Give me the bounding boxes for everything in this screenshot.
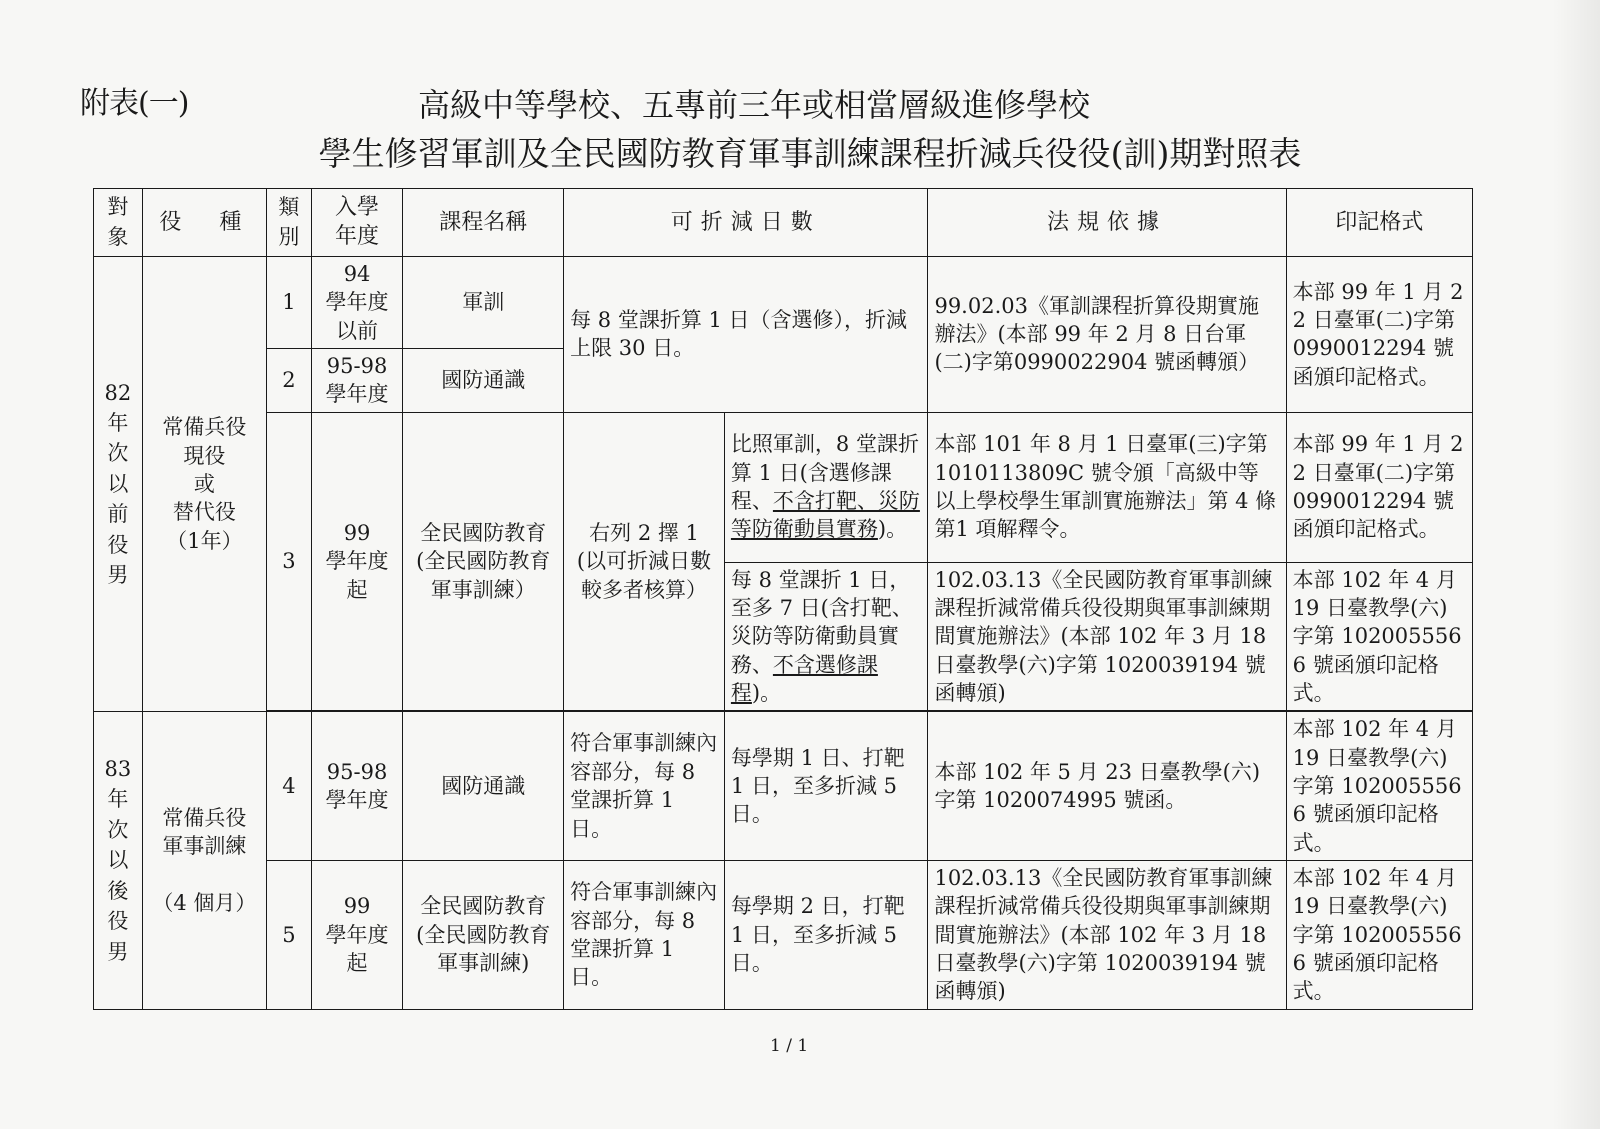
header-stamp-format: 印記格式 bbox=[1286, 189, 1472, 257]
header-course-name: 課程名稱 bbox=[403, 189, 564, 257]
course-name: 全民國防教育 (全民國防教育 軍事訓練） bbox=[403, 412, 564, 711]
enroll-year: 95-98 學年度 bbox=[311, 712, 403, 861]
training-condition: 符合軍事訓練內容部分，每 8 堂課折算 1 日。 bbox=[564, 861, 725, 1010]
legal-basis: 本部 101 年 8 月 1 日臺軍(三)字第1010113809C 號令頒「高級中等以上學校學生軍訓實施辦法」第 4 條第1 項解釋令。 bbox=[928, 412, 1286, 562]
service-group1: 常備兵役 現役 或 替代役 （1年） bbox=[142, 256, 266, 711]
stamp-format: 本部 99 年 1 月 22 日臺軍(二)字第0990012294 號函頒印記格式。 bbox=[1286, 256, 1472, 412]
option-a-days: 比照軍訓，8 堂課折算 1 日(含選修課程、不含打靶、災防等防衛動員實務)。 bbox=[724, 412, 928, 562]
target-group1: 82 年 次 以 前 役 男 bbox=[94, 256, 143, 711]
legal-basis: 本部 102 年 5 月 23 日臺教學(六)字第 1020074995 號函。 bbox=[928, 712, 1286, 861]
page-edge-shadow bbox=[1552, 0, 1600, 1129]
stamp-format: 本部 102 年 4 月 19 日臺教學(六)字第 1020055566 號函頒印記格式。 bbox=[1286, 562, 1472, 711]
page-number: 1 / 1 bbox=[770, 1036, 809, 1056]
course-name: 國防通識 bbox=[403, 712, 564, 861]
course-name: 全民國防教育 (全民國防教育 軍事訓練) bbox=[403, 861, 564, 1010]
reducible-days: 每 8 堂課折算 1 日（含選修），折減上限 30 日。 bbox=[564, 256, 928, 412]
reducible-days: 每學期 2 日，打靶 1 日，至多折減 5 日。 bbox=[724, 861, 928, 1010]
table-row bbox=[94, 712, 1473, 861]
category-no: 2 bbox=[267, 348, 312, 412]
category-no: 5 bbox=[267, 861, 312, 1010]
header-target: 對 象 bbox=[94, 189, 143, 257]
stamp-format: 本部 102 年 4 月 19 日臺教學(六)字第 1020055566 號函頒印記格式。 bbox=[1286, 712, 1472, 861]
attachment-label: 附表(一) bbox=[80, 86, 189, 121]
target-group2: 83 年 次 以 後 役 男 bbox=[94, 712, 143, 1009]
reduction-table bbox=[93, 188, 1473, 1010]
header-reducible-days: 可折減日數 bbox=[564, 189, 928, 257]
option-b-days: 每 8 堂課折 1 日，至多 7 日(含打靶、災防等防衛動員實務、不含選修課程)。 bbox=[724, 562, 928, 711]
table-header-row bbox=[94, 189, 1473, 257]
enroll-year: 95-98 學年度 bbox=[311, 348, 403, 412]
table-row bbox=[94, 861, 1473, 1010]
legal-basis: 102.03.13《全民國防教育軍事訓練課程折減常備兵役役期與軍事訓練期間實施辦法》(本部 102 年 3 月 18 日臺教學(六)字第 1020039194 號函轉頒) bbox=[928, 861, 1286, 1010]
service-group2: 常備兵役 軍事訓練 （4 個月） bbox=[142, 712, 266, 1009]
category-no: 3 bbox=[267, 412, 312, 711]
table-row bbox=[94, 256, 1473, 348]
legal-basis: 102.03.13《全民國防教育軍事訓練課程折減常備兵役役期與軍事訓練期間實施辦法》(本部 102 年 3 月 18 日臺教學(六)字第 1020039194 號函轉頒) bbox=[928, 562, 1286, 711]
stamp-format: 本部 102 年 4 月 19 日臺教學(六)字第 1020055566 號函頒印記格式。 bbox=[1286, 861, 1472, 1010]
enroll-year: 99 學年度 起 bbox=[311, 861, 403, 1010]
header-category: 類 別 bbox=[267, 189, 312, 257]
document-title-line2: 學生修習軍訓及全民國防教育軍事訓練課程折減兵役役(訓)期對照表 bbox=[318, 134, 1302, 173]
enroll-year: 94 學年度 以前 bbox=[311, 256, 403, 348]
header-enroll-year: 入學 年度 bbox=[311, 189, 403, 257]
header-legal-basis: 法規依據 bbox=[928, 189, 1286, 257]
enroll-year: 99 學年度 起 bbox=[311, 412, 403, 711]
course-name: 軍訓 bbox=[403, 256, 564, 348]
stamp-format: 本部 99 年 1 月 22 日臺軍(二)字第0990012294 號函頒印記格式。 bbox=[1286, 412, 1472, 562]
category-no: 1 bbox=[267, 256, 312, 348]
reducible-days: 每學期 1 日、打靶 1 日，至多折減 5 日。 bbox=[724, 712, 928, 861]
document-title-line1: 高級中等學校、五專前三年或相當層級進修學校 bbox=[417, 86, 1090, 124]
choose-one-note: 右列 2 擇 1 (以可折減日數 較多者核算） bbox=[564, 412, 725, 711]
legal-basis: 99.02.03《軍訓課程折算役期實施辦法》(本部 99 年 2 月 8 日台軍(二)字第0990022904 號函轉頒） bbox=[928, 256, 1286, 412]
category-no: 4 bbox=[267, 712, 312, 861]
table-row bbox=[94, 412, 1473, 562]
header-service-type: 役 種 bbox=[142, 189, 266, 257]
training-condition: 符合軍事訓練內容部分，每 8 堂課折算 1 日。 bbox=[564, 712, 725, 861]
course-name: 國防通識 bbox=[403, 348, 564, 412]
